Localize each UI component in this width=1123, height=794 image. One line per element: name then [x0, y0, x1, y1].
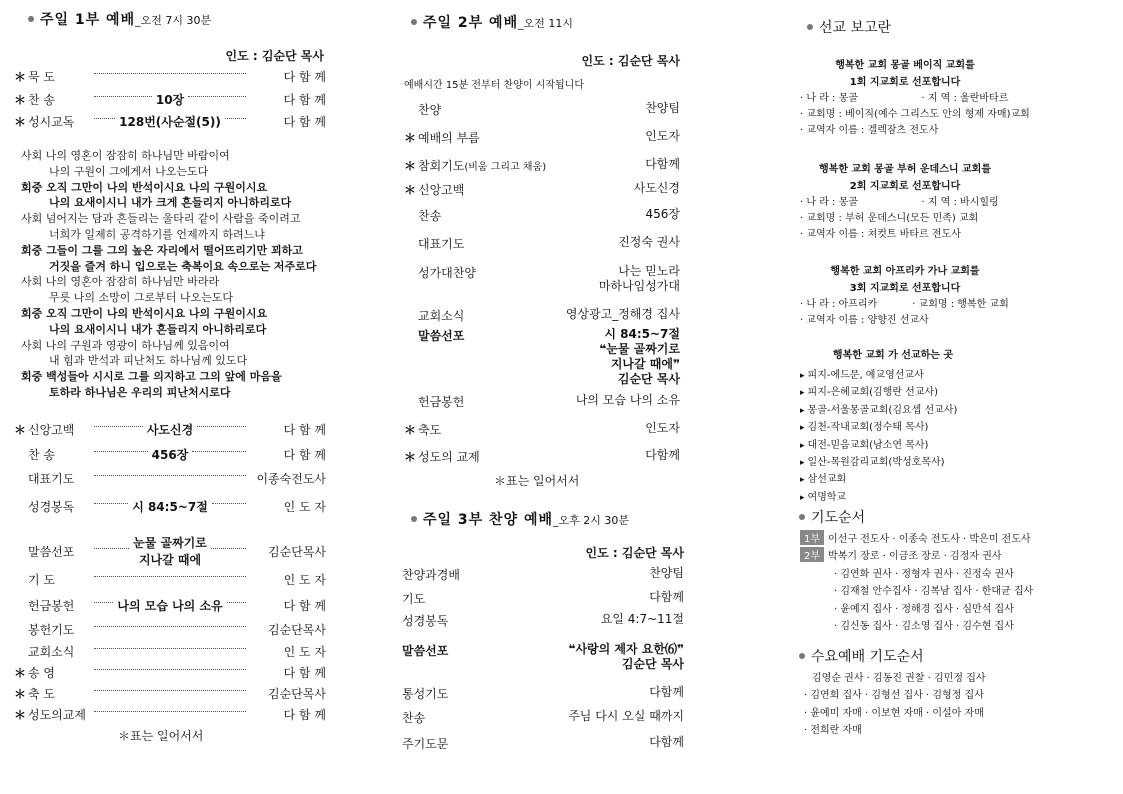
leader-dots [94, 118, 115, 119]
reading-line: 사회 나의 영혼아 잠잠히 하나님만 바라라 [21, 275, 220, 289]
support-item [800, 453, 945, 468]
order-row [14, 685, 326, 702]
third-service-leader: 인도 : 김순단 목사 [585, 546, 684, 560]
order-content: 10장 [155, 93, 185, 107]
leader-dots [212, 503, 246, 504]
order-label: 봉헌기도 [28, 623, 75, 637]
service-label [404, 448, 480, 465]
service-person: 사도신경 [633, 181, 680, 195]
service-label: 성경봉독 [402, 614, 449, 628]
second-service-time: _오전 11시 [518, 17, 573, 30]
reading-line: 사회 넘어지는 담과 흔들리는 울타리 같이 사람을 죽이려고 [21, 212, 301, 226]
prayer-names: · 윤예지 집사 · 정해경 집사 · 심만석 집사 [834, 603, 1014, 615]
service-person: 찬양팀 [645, 101, 680, 115]
service-person: 영상광고_정해경 집사 [565, 307, 680, 321]
leader-dots [94, 626, 246, 627]
reading-line: 회중 오직 그만이 나의 반석이시요 나의 구원이시요 [21, 180, 268, 194]
prayer-names: · 김신동 집사 · 김소영 집사 · 김수현 집사 [834, 621, 1014, 632]
support-text: 피지-에드문, 예교영선교사 [807, 370, 924, 381]
star-mark: ＊ [14, 115, 27, 129]
star-mark: ＊ [14, 666, 27, 680]
order-label: 기 도 [28, 573, 55, 587]
star-mark [404, 209, 418, 223]
second-service-note: 예배시간 15분 전부터 찬양이 시작됩니다 [404, 80, 584, 91]
prayer-line [834, 600, 1014, 615]
support-text: 대전-믿음교회(남소연 목사) [807, 439, 929, 451]
wed-prayer-heading: 수요예배 기도순서 [811, 649, 924, 665]
prayer-order-title [799, 507, 865, 527]
leader-dots [94, 576, 246, 577]
triangle-icon: ▸ [800, 405, 805, 416]
service-label: 주기도문 [402, 737, 449, 751]
bullet-icon [807, 24, 813, 30]
service-person: 인도자 [645, 129, 680, 143]
reading-line: 회중 그들이 그를 그의 높은 자리에서 떨어뜨리기만 꾀하고 [21, 243, 303, 257]
order-person: 다 함 께 [283, 70, 326, 84]
service-label-text: 참회기도 [418, 159, 465, 173]
support-text: 삼선교회 [807, 474, 847, 486]
service-label [404, 235, 464, 252]
prayer-line [800, 530, 1031, 545]
service-label-text: 헌금봉헌 [418, 395, 465, 409]
second-service-title [411, 12, 573, 32]
leader-dots [197, 426, 246, 427]
service-person: 주님 다시 오실 때까지 [568, 709, 684, 723]
leader-dots [94, 73, 246, 74]
mission-item [800, 57, 1030, 139]
service-person: 인도자 [645, 421, 680, 435]
first-service-title [28, 9, 211, 29]
order-row [14, 446, 326, 463]
support-text: 몽골-서울몽골교회(김요셉 선교사) [807, 404, 958, 416]
service-person: 요일 4:7~11절 [600, 612, 684, 626]
support-item [800, 401, 957, 416]
third-service-time: _오후 2시 30분 [553, 514, 630, 527]
triangle-icon: ▸ [800, 440, 805, 451]
triangle-icon: ▸ [800, 458, 805, 468]
order-row [14, 643, 326, 660]
service-person: 다함께 [649, 590, 684, 604]
prayer-names: 박복기 장로 · 이금조 장로 · 김정자 권사 [828, 551, 1002, 563]
second-service-footer: ＊표는 일어서서 [494, 474, 580, 488]
service-label-text: 말씀선포 [418, 329, 465, 343]
prayer-line [834, 582, 1033, 597]
prayer-line [834, 617, 1014, 632]
order-person: 인 도 자 [283, 645, 326, 659]
support-item [800, 436, 928, 451]
order-person: 김순단목사 [268, 687, 326, 701]
mission-detail: · 나 라 : 몽골 · 지 역 : 울란바타르 [800, 93, 1009, 104]
service-label [404, 264, 476, 281]
order-label: 찬 송 [28, 448, 55, 462]
support-item [800, 418, 928, 433]
reading-line: 토하라 하나님은 우리의 피난처시로다 [49, 386, 231, 399]
service-label [404, 129, 480, 146]
service-person: 시 84:5~7절 ❝눈물 골짜기로 지나갈 때에❞ 김순단 목사 [599, 327, 680, 386]
service-label [404, 327, 464, 344]
star-mark [404, 309, 418, 323]
mission-declare: 1회 지교회로 선포합니다 [849, 77, 961, 88]
mission-declare: 2회 지교회로 선포합니다 [849, 181, 961, 192]
prayer-line [800, 547, 1002, 562]
first-service-footer: ＊표는 일어서서 [118, 729, 204, 743]
reading-line: 나의 요새이시니 내가 크게 흔들리지 아니하리로다 [49, 196, 292, 210]
mission-headline: 행복한 교회 아프리카 가나 교회를 [830, 266, 980, 277]
order-label: 축 도 [28, 687, 55, 701]
wed-prayer-title [799, 646, 924, 666]
order-person: 다 함 께 [283, 708, 326, 722]
order-person: 인 도 자 [283, 573, 326, 587]
reading-line: 회중 백성들아 시시로 그를 의지하고 그의 앞에 마음을 [21, 370, 282, 384]
service-label [404, 207, 441, 224]
order-label: 헌금봉헌 [28, 599, 75, 613]
star-mark: ＊ [14, 93, 27, 107]
star-mark: ＊ [404, 159, 417, 173]
leader-dots [227, 602, 246, 603]
service-person: 다함께 [645, 448, 680, 462]
support-text: 일산-목원감리교회(박성호목사) [807, 457, 945, 468]
service-label-sub: (비움 그리고 채움) [464, 162, 547, 173]
leader-dots [94, 669, 246, 670]
service-label [404, 421, 441, 438]
leader-dots [94, 96, 152, 97]
mission-item [800, 161, 1010, 243]
leader-dots [192, 451, 246, 452]
mission-report-heading: 선교 보고란 [819, 20, 892, 36]
service-label: 통성기도 [402, 687, 449, 701]
leader-dots [94, 602, 113, 603]
order-person: 다 함 께 [283, 666, 326, 680]
service-label [404, 101, 441, 118]
order-row [14, 113, 326, 130]
order-content: 시 84:5~7절 [132, 500, 208, 514]
service-label-text: 성가대찬양 [418, 266, 476, 280]
triangle-icon: ▸ [800, 371, 805, 381]
triangle-icon: ▸ [800, 423, 805, 434]
reading-line: 너희가 일제히 공격하기를 언제까지 하려느냐 [49, 228, 265, 241]
reading-line: 회중 오직 그만이 나의 반석이시요 나의 구원이시요 [21, 307, 268, 320]
order-label: 성경봉독 [28, 500, 75, 514]
reading-line: 사회 나의 구원과 영광이 하나님께 있음이여 [21, 338, 230, 352]
reading-line: 거짓을 즐겨 하니 입으로는 축복이요 속으로는 저주로다 [49, 259, 317, 273]
service-label: 찬양과경배 [402, 568, 460, 582]
order-row [14, 470, 326, 487]
star-mark: ＊ [404, 183, 417, 197]
leader-dots [94, 451, 148, 452]
support-item [800, 488, 846, 503]
support-item [800, 366, 924, 381]
service-label-text: 예배의 부름 [418, 131, 480, 145]
order-person: 다 함 께 [283, 448, 326, 462]
mission-item [800, 263, 1010, 329]
order-row [14, 68, 326, 85]
order-label: 찬 송 [28, 93, 55, 107]
order-row [14, 571, 326, 588]
support-text: 여명학교 [807, 491, 847, 503]
service-tag: 2부 [800, 547, 824, 562]
bullet-icon [28, 16, 34, 22]
service-label [404, 181, 464, 198]
mission-headline: 행복한 교회 몽골 부허 운데스니 교회를 [819, 164, 991, 175]
service-tag: 1부 [800, 530, 824, 545]
order-label: 대표기도 [28, 472, 75, 486]
bullet-icon [799, 514, 805, 520]
order-label: 말씀선포 [28, 544, 75, 559]
service-label-text: 찬양 [418, 103, 442, 117]
second-service-name: 주일 2부 예배 [423, 15, 519, 31]
reading-line: 사회 나의 영혼이 잠잠히 하나님만 바람이여 [21, 149, 230, 162]
service-label [404, 393, 464, 410]
service-label [404, 307, 464, 324]
service-person: 진정숙 권사 [618, 235, 680, 249]
wed-line: · 윤예미 자매 · 이보현 자매 · 이설아 자매 [804, 707, 984, 719]
order-content: 사도신경 [146, 423, 194, 437]
support-title: 행복한 교회 가 선교하는 곳 [832, 350, 954, 361]
reading-line: 무릇 나의 소망이 그로부터 나오는도다 [49, 291, 234, 305]
star-mark [404, 395, 418, 409]
leader-dots [94, 503, 128, 504]
order-person: 다 함 께 [283, 599, 326, 613]
prayer-names: · 김연화 권사 · 정형자 권사 · 진정숙 권사 [834, 568, 1014, 580]
order-row [14, 498, 326, 515]
service-person: 다함께 [645, 157, 680, 171]
service-label: 찬송 [402, 711, 426, 725]
support-item [800, 470, 846, 485]
service-label: 기도 [402, 592, 426, 606]
service-person: 456장 [645, 207, 680, 221]
order-label: 송 영 [28, 666, 55, 680]
star-mark: ＊ [404, 423, 417, 437]
order-content: 나의 모습 나의 소유 [117, 599, 223, 613]
reading-line: 나의 요새이시니 내가 흔들리지 아니하리로다 [49, 322, 267, 336]
service-person: 찬양팀 [649, 566, 684, 580]
order-label: 성도의교제 [28, 708, 86, 722]
triangle-icon: ▸ [800, 475, 805, 486]
order-row [14, 597, 326, 614]
order-person: 다 함 께 [283, 115, 326, 129]
service-label-text: 축도 [418, 423, 442, 437]
service-person: ❝사랑의 제자 요한⑹❞ 김순단 목사 [568, 642, 684, 671]
mission-detail: · 교역자 이름 : 쳐컷트 바타르 전도사 [800, 229, 961, 240]
star-mark: ＊ [14, 70, 27, 84]
order-content: 456장 [151, 448, 189, 462]
service-label-text: 교회소식 [418, 309, 465, 323]
second-service-leader: 인도 : 김순단 목사 [581, 54, 680, 68]
mission-declare: 3회 지교회로 선포합니다 [849, 283, 961, 294]
leader-dots [188, 96, 246, 97]
leader-dots [94, 648, 246, 649]
prayer-names: · 김재철 안수집사 · 김복남 집사 · 한대균 집사 [834, 586, 1034, 598]
wed-line: · 김연희 집사 · 김형선 집사 · 김형정 집사 [804, 690, 984, 702]
mission-headline: 행복한 교회 몽골 베이직 교회를 [835, 60, 975, 71]
service-label: 말씀선포 [402, 644, 449, 658]
service-label-text: 대표기도 [418, 237, 465, 251]
star-mark: ＊ [404, 450, 417, 464]
reading-line: 내 힘과 반석과 피난처도 하나님께 있도다 [49, 354, 248, 368]
order-person: 이종숙전도사 [256, 472, 326, 486]
prayer-line [834, 565, 1014, 580]
service-person: 나의 모습 나의 소유 [575, 393, 680, 407]
order-content: 128번(사순절(5)) [119, 115, 221, 129]
star-mark [404, 237, 418, 251]
mission-report-title [807, 17, 891, 37]
order-person: 김순단목사 [268, 544, 327, 559]
order-row [14, 91, 326, 108]
bullet-icon [799, 653, 805, 659]
leader-dots [94, 690, 246, 691]
reading-line: 나의 구원이 그에게서 나오는도다 [49, 164, 209, 178]
mission-detail: · 나 라 : 아프리카 · 교회명 : 행복한 교회 [800, 299, 1009, 310]
star-mark: ＊ [14, 708, 27, 722]
order-person: 인 도 자 [283, 500, 326, 514]
star-mark [404, 103, 418, 117]
triangle-icon: ▸ [800, 492, 805, 503]
first-service-name: 주일 1부 예배 [40, 12, 136, 28]
leader-dots [94, 475, 246, 476]
wed-line: · 전희란 자매 [804, 725, 862, 737]
order-person: 김순단목사 [268, 623, 326, 637]
service-person: 다함께 [649, 735, 684, 749]
first-service-time: _오전 7시 30분 [135, 14, 212, 27]
star-mark: ＊ [404, 131, 417, 145]
support-item [800, 383, 938, 398]
triangle-icon: ▸ [800, 388, 805, 399]
order-row [14, 664, 326, 681]
support-text: 피지-은혜교회(김행란 선교사) [807, 387, 939, 399]
order-row [14, 621, 326, 638]
bullet-icon [411, 19, 417, 25]
prayer-order-heading: 기도순서 [811, 510, 866, 526]
service-label [404, 157, 546, 174]
third-service-name: 주일 3부 찬양 예배 [423, 512, 554, 528]
order-label: 신앙고백 [28, 423, 75, 437]
mission-detail: · 교역자 이름 : 양향진 선교사 [800, 315, 929, 326]
star-mark [404, 329, 418, 343]
order-person: 다 함 께 [283, 93, 327, 107]
star-mark: ＊ [14, 423, 27, 437]
leader-dots [225, 118, 246, 119]
support-text: 김천-작내교회(정수태 목사) [807, 422, 929, 434]
order-label: 성시교독 [28, 115, 75, 129]
star-mark: ＊ [14, 687, 27, 701]
wed-line: 김영순 권사 · 김동진 권찰 · 김민정 집사 [812, 673, 986, 684]
star-mark [404, 266, 418, 280]
mission-detail: · 교회명 : 부허 운데스니(모든 민족) 교회 [800, 213, 979, 224]
service-label-text: 찬송 [418, 209, 442, 223]
leader-dots [94, 711, 246, 712]
service-label-text: 성도의 교제 [418, 450, 480, 464]
order-label: 교회소식 [28, 645, 75, 659]
order-label: 묵 도 [28, 70, 55, 84]
leader-dots [211, 548, 246, 549]
mission-detail: · 나 라 : 몽골 · 지 역 : 바시힐링 [800, 197, 999, 208]
mission-detail: · 교회명 : 베이직(예수 그리스도 안의 형제 자매)교회 [800, 109, 1030, 120]
service-person: 나는 믿노라 마하나임성가대 [598, 264, 680, 293]
mission-detail: · 교역자 이름 : 겔렉잠츠 전도사 [800, 125, 939, 136]
first-service-leader: 인도 : 김순단 목사 [225, 49, 324, 63]
order-person: 다 함 께 [283, 423, 326, 437]
service-person: 다함께 [649, 685, 684, 699]
leader-dots [94, 426, 143, 427]
service-label-text: 신앙고백 [418, 183, 465, 197]
order-content: 눈물 골짜기로 지나갈 때에 [133, 536, 207, 567]
third-service-title [411, 509, 629, 529]
leader-dots [94, 548, 129, 549]
prayer-names: 이선구 전도사 · 이종숙 전도사 · 박은미 전도사 [828, 534, 1031, 545]
bullet-icon [411, 516, 417, 522]
order-row [14, 706, 326, 723]
order-row [14, 421, 326, 438]
order-row [14, 534, 326, 568]
